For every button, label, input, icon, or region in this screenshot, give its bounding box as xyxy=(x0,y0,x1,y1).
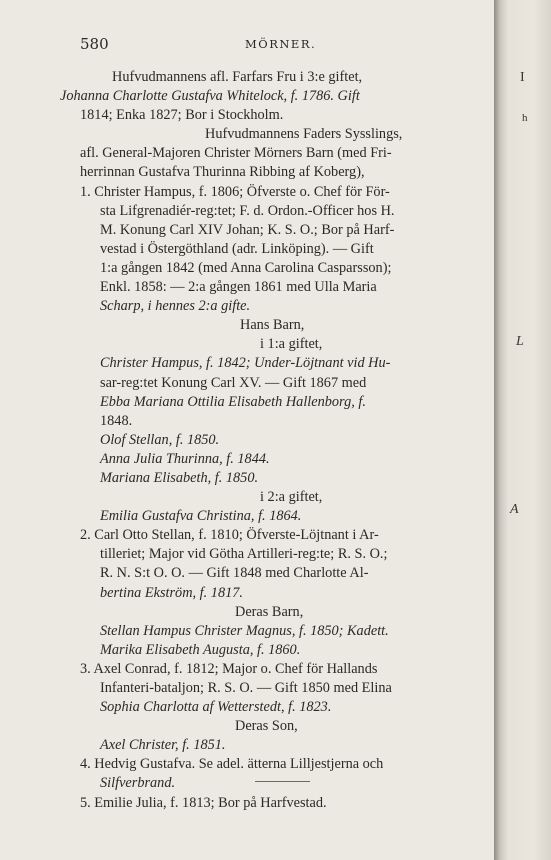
text-line: sta Lifgrenadiér-reg:tet; F. d. Ordon.-Officer hos H. xyxy=(100,202,395,219)
text-line: vestad i Östergöthland (adr. Linköping). — Gift xyxy=(100,240,374,257)
text-line: Deras Son, xyxy=(235,718,298,735)
text-line: Axel Christer, f. 1851. xyxy=(100,737,226,754)
margin-letter: L xyxy=(516,334,524,349)
text-line: 1. Christer Hampus, f. 1806; Öfverste o. Chef för För- xyxy=(80,183,390,200)
text-line: Johanna Charlotte Gustafva Whitelock, f. 1786. Gift xyxy=(60,88,360,105)
text-line: i 1:a giftet, xyxy=(260,336,323,353)
genealogy-text xyxy=(60,68,485,813)
text-line: Olof Stellan, f. 1850. xyxy=(100,431,220,448)
text-line: Emilia Gustafva Christina, f. 1864. xyxy=(100,508,302,525)
text-line: Ebba Mariana Ottilia Elisabeth Hallenborg, f. xyxy=(100,393,366,410)
text-line: 4. Hedvig Gustafva. Se adel. ätterna Lilljestjerna och xyxy=(80,756,384,773)
text-line: tilleriet; Major vid Götha Artilleri-reg:te; R. S. O.; xyxy=(100,546,388,563)
text-line: 1848. xyxy=(100,412,133,429)
text-line: Hans Barn, xyxy=(240,317,305,334)
text-line: Enkl. 1858: — 2:a gången 1861 med Ulla Maria xyxy=(100,279,377,296)
text-line: Anna Julia Thurinna, f. 1844. xyxy=(100,450,270,467)
text-line: 1814; Enka 1827; Bor i Stockholm. xyxy=(80,107,284,124)
text-line: Silfverbrand. xyxy=(100,775,176,792)
text-line: 1:a gången 1842 (med Anna Carolina Casparsson); xyxy=(100,259,392,276)
text-line: Marika Elisabeth Augusta, f. 1860. xyxy=(100,641,301,658)
page-header xyxy=(80,35,470,55)
text-line: Deras Barn, xyxy=(235,603,304,620)
end-rule xyxy=(255,781,310,782)
text-line: Infanteri-bataljon; R. S. O. — Gift 1850 med Elina xyxy=(100,680,392,696)
text-line: Sophia Charlotta af Wetterstedt, f. 1823. xyxy=(100,699,332,716)
text-line: Stellan Hampus Christer Magnus, f. 1850; Kadett. xyxy=(100,622,389,639)
text-line: 5. Emilie Julia, f. 1813; Bor på Harfvestad. xyxy=(80,794,327,811)
margin-letter: h xyxy=(522,112,528,124)
text-line: afl. General-Majoren Christer Mörners Barn (med Fri- xyxy=(80,145,392,162)
margin-letter: A xyxy=(510,502,519,517)
text-line: Scharp, i hennes 2:a gifte. xyxy=(100,298,251,315)
margin-letter: I xyxy=(520,70,525,85)
text-line: Hufvudmannens Faders Sysslings, xyxy=(205,126,403,143)
text-line: R. N. S:t O. O. — Gift 1848 med Charlotte Al- xyxy=(100,565,369,582)
text-line: i 2:a giftet, xyxy=(260,489,323,506)
running-title: MÖRNER. xyxy=(245,37,317,51)
text-line: Mariana Elisabeth, f. 1850. xyxy=(100,469,259,486)
text-line: sar-reg:tet Konung Carl XV. — Gift 1867 med xyxy=(100,374,367,391)
text-line: Christer Hampus, f. 1842; Under-Löjtnant vid Hu- xyxy=(100,355,391,372)
text-line: herrinnan Gustafva Thurinna Ribbing af Koberg), xyxy=(80,164,365,181)
book-gutter xyxy=(494,0,551,860)
text-line: 2. Carl Otto Stellan, f. 1810; Öfverste-Löjtnant i Ar- xyxy=(80,527,379,544)
text-line: 3. Axel Conrad, f. 1812; Major o. Chef för Hallands xyxy=(80,660,378,677)
page-number: 580 xyxy=(80,35,109,53)
text-line: Hufvudmannens afl. Farfars Fru i 3:e giftet, xyxy=(112,69,363,85)
text-line: M. Konung Carl XIV Johan; K. S. O.; Bor på Harf- xyxy=(100,221,395,238)
text-line: bertina Ekström, f. 1817. xyxy=(100,584,243,601)
